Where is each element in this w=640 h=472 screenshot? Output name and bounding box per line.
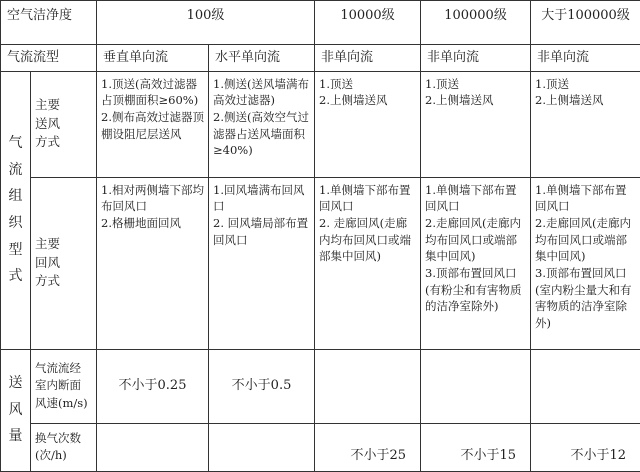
velocity-value: 不小于0.25 bbox=[97, 349, 209, 423]
velocity-value bbox=[531, 349, 640, 423]
air-changes-value: 不小于25 bbox=[315, 423, 421, 471]
return-value: 1.回风墙满布回风口 2. 回风墙局部布置回风口 bbox=[209, 177, 315, 349]
velocity-value: 不小于0.5 bbox=[209, 349, 315, 423]
air-changes-label: 换气次数(次/h) bbox=[31, 423, 97, 471]
flow-type-value: 垂直单向流 bbox=[97, 45, 209, 72]
velocity-row bbox=[1, 349, 640, 423]
return-value: 1.单侧墙下部布置回风口 2.走廊回风(走廊内均布回风口或端部集中回风) 3.顶部布置回风口(有粉尘和有害物质的洁净室除外) bbox=[421, 177, 531, 349]
class-100000-header: 100000级 bbox=[421, 1, 531, 45]
flow-type-value: 水平单向流 bbox=[209, 45, 315, 72]
flow-type-row bbox=[1, 45, 640, 72]
class-over-100000-header: 大于100000级 bbox=[531, 1, 640, 45]
velocity-value bbox=[421, 349, 531, 423]
flow-type-label: 气流流型 bbox=[1, 45, 97, 72]
air-changes-row bbox=[1, 423, 640, 471]
supply-value: 1.侧送(送风墙满布高效过滤器) 2.侧送(高效空气过滤器占送风墙面积≥40%) bbox=[209, 71, 315, 177]
supply-row bbox=[1, 71, 640, 177]
supply-value: 1.顶送 2.上侧墙送风 bbox=[315, 71, 421, 177]
return-label: 主要 回风 方式 bbox=[31, 177, 97, 349]
supply-label: 主要 送风 方式 bbox=[31, 71, 97, 177]
header-row bbox=[1, 1, 640, 45]
return-value: 1.相对两侧墙下部均布回风口 2.格栅地面回风 bbox=[97, 177, 209, 349]
class-10000-header: 10000级 bbox=[315, 1, 421, 45]
return-row bbox=[1, 177, 640, 349]
air-changes-value bbox=[97, 423, 209, 471]
velocity-value bbox=[315, 349, 421, 423]
supply-value: 1.顶送 2.上侧墙送风 bbox=[421, 71, 531, 177]
flow-type-value: 非单向流 bbox=[315, 45, 421, 72]
air-volume-label: 送 风 量 bbox=[1, 349, 31, 471]
return-value: 1.单侧墙下部布置回风口 2.走廊回风(走廊内均布回风口或端部集中回风) 3.顶部布置回风口(室内粉尘量大和有害物质的洁净室除外) bbox=[531, 177, 640, 349]
cleanliness-header: 空气洁净度 bbox=[1, 1, 97, 45]
air-changes-value bbox=[209, 423, 315, 471]
class-100-header: 100级 bbox=[97, 1, 315, 45]
velocity-label: 气流流经室内断面风速(m/s) bbox=[31, 349, 97, 423]
flow-type-value: 非单向流 bbox=[421, 45, 531, 72]
air-changes-value: 不小于12 bbox=[531, 423, 640, 471]
return-value: 1.单侧墙下部布置回风口 2. 走廊回风(走廊内均布回风口或端部集中回风) bbox=[315, 177, 421, 349]
supply-value: 1.顶送 2.上侧墙送风 bbox=[531, 71, 640, 177]
air-changes-value: 不小于15 bbox=[421, 423, 531, 471]
supply-value: 1.顶送(高效过滤器占顶棚面积≥60%) 2.侧布高效过滤器顶棚设阻尼层送风 bbox=[97, 71, 209, 177]
organization-label: 气 流 组 织 型 式 bbox=[1, 71, 31, 349]
flow-type-value: 非单向流 bbox=[531, 45, 640, 72]
